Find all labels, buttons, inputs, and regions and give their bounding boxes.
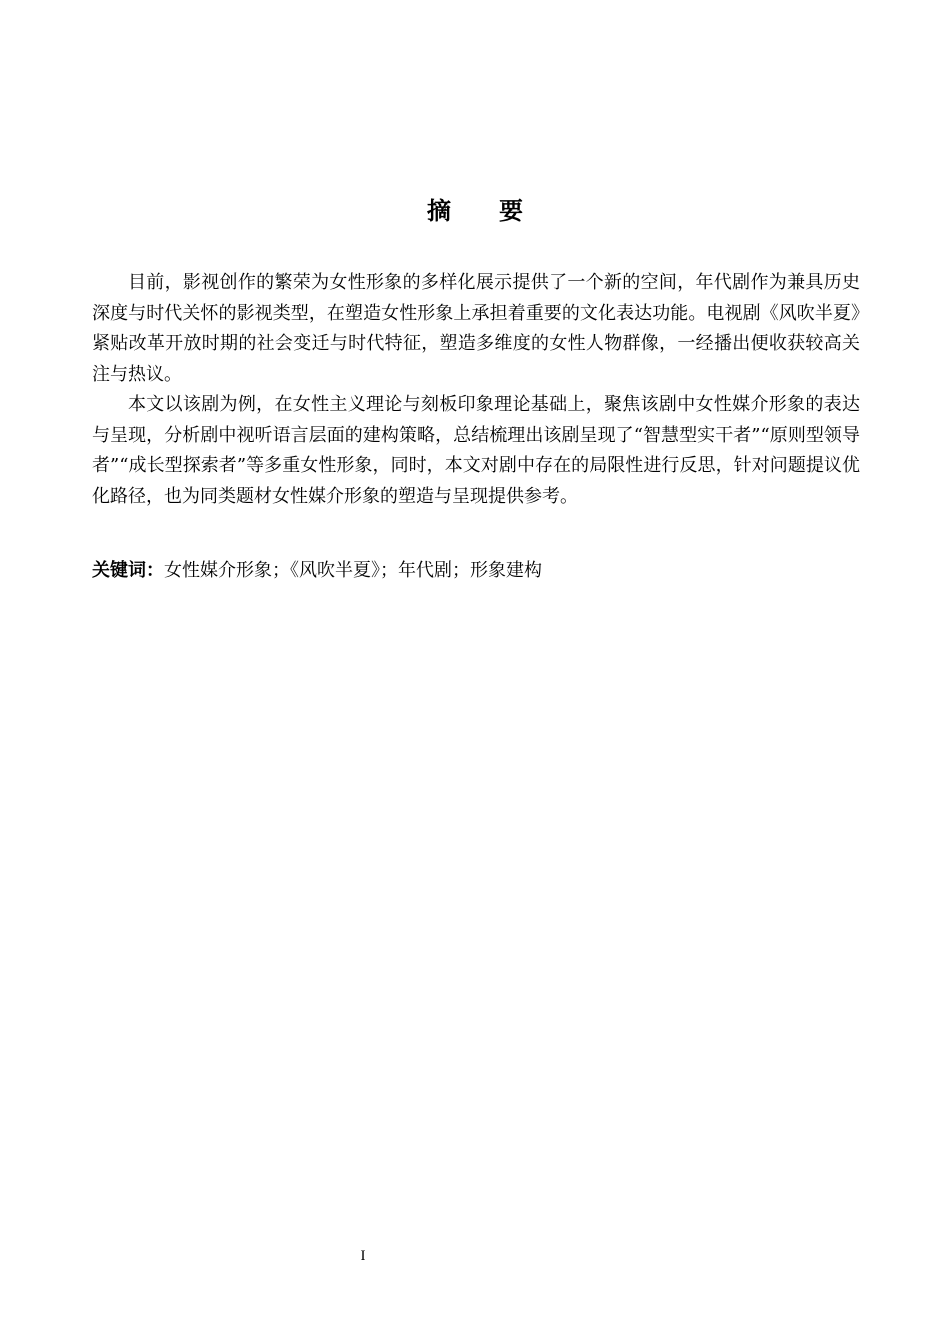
title-char-1: 摘 [427, 197, 451, 226]
abstract-body [92, 268, 860, 512]
keywords-text: 女性媒介形象；《风吹半夏》；年代剧；形象建构 [164, 560, 542, 581]
title-char-2: 要 [499, 197, 523, 226]
page-title [0, 194, 950, 228]
keywords-line [92, 556, 860, 586]
abstract-paragraph-2: 本文以该剧为例，在女性主义理论与刻板印象理论基础上，聚焦该剧中女性媒介形象的表达与呈现，分析剧中视听语言层面的建构策略，总结梳理出该剧呈现了“智慧型实干者”“原则型领导者”“成长型探索者”等多重女性形象，同时，本文对剧中存在的局限性进行反思，针对问题提议优化路径，也为同类题材女性媒介形象的塑造与呈现提供参考。 [92, 394, 860, 507]
abstract-paragraph-1: 目前，影视创作的繁荣为女性形象的多样化展示提供了一个新的空间，年代剧作为兼具历史深度与时代关怀的影视类型，在塑造女性形象上承担着重要的文化表达功能。电视剧《风吹半夏》紧贴改革开放时期的社会变迁与时代特征，塑造多维度的女性人物群像，一经播出便收获较高关注与热议。 [92, 272, 860, 385]
page-number: I [360, 1248, 366, 1264]
keywords-label: 关键词： [92, 560, 164, 581]
